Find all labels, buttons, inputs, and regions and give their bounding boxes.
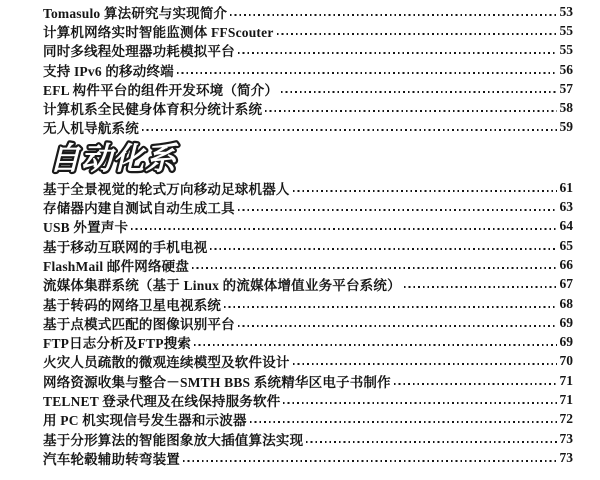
entry-page: 67 bbox=[559, 276, 573, 292]
entry-title: EFL 构件平台的组件开发环境（简介） bbox=[43, 82, 279, 98]
entry-title: 基于移动互联网的手机电视 bbox=[43, 239, 208, 255]
entry-title: 火灾人员疏散的微观连续模型及软件设计 bbox=[43, 355, 290, 371]
entry-title: 网络资源收集与整合－SMTH BBS 系统精华区电子书制作 bbox=[43, 374, 391, 390]
entry-page: 66 bbox=[559, 256, 573, 272]
dot-leader bbox=[224, 306, 557, 308]
toc-entry bbox=[43, 410, 573, 429]
section-header-automation bbox=[43, 137, 573, 178]
entry-title: 计算机系全民健身体育积分统计系统 bbox=[43, 102, 263, 118]
entry-title: 基于转码的网络卫星电视系统 bbox=[43, 297, 222, 313]
entry-title: FTP日志分析及FTP搜索 bbox=[43, 336, 192, 352]
entry-page: 57 bbox=[559, 80, 573, 96]
dot-leader bbox=[293, 190, 557, 192]
entry-title: 支持 IPv6 的移动终端 bbox=[43, 63, 174, 79]
dot-leader bbox=[306, 441, 557, 443]
entry-title: 基于分形算法的智能图象放大插值算法实现 bbox=[43, 432, 304, 448]
entry-page: 73 bbox=[559, 430, 573, 446]
dot-leader bbox=[281, 91, 557, 93]
toc-entry bbox=[43, 429, 573, 448]
entry-page: 64 bbox=[559, 218, 573, 234]
toc-entry bbox=[43, 2, 573, 21]
entry-title: 基于点模式匹配的图像识别平台 bbox=[43, 316, 235, 332]
toc-entry bbox=[43, 275, 573, 294]
dot-leader bbox=[277, 33, 557, 35]
toc-entry bbox=[43, 371, 573, 390]
dot-leader bbox=[238, 52, 557, 54]
toc-entry bbox=[43, 60, 573, 79]
toc-entry bbox=[43, 390, 573, 409]
entry-page: 70 bbox=[559, 353, 573, 369]
dot-leader bbox=[142, 129, 557, 131]
dot-leader bbox=[230, 14, 557, 16]
toc-entry bbox=[43, 294, 573, 313]
dot-leader bbox=[404, 286, 557, 288]
toc-entry bbox=[43, 217, 573, 236]
toc-entry bbox=[43, 448, 573, 467]
toc-entry bbox=[43, 98, 573, 117]
entry-title: USB 外置声卡 bbox=[43, 220, 129, 236]
section-header-text: 自动化系 bbox=[49, 141, 177, 177]
entry-page: 63 bbox=[559, 199, 573, 215]
toc-entry bbox=[43, 178, 573, 197]
entry-title: 流媒体集群系统（基于 Linux 的流媒体增值业务平台系统） bbox=[43, 278, 401, 294]
toc-entry bbox=[43, 118, 573, 137]
toc-entry bbox=[43, 21, 573, 40]
dot-leader bbox=[394, 383, 557, 385]
dot-leader bbox=[210, 248, 557, 250]
toc-section-computer bbox=[43, 2, 573, 137]
entry-title: 同时多线程处理器功耗模拟平台 bbox=[43, 44, 235, 60]
entry-page: 71 bbox=[559, 391, 573, 407]
dot-leader bbox=[177, 72, 557, 74]
entry-title: 汽车轮毂辅助转弯装置 bbox=[43, 451, 180, 467]
dot-leader bbox=[250, 421, 557, 423]
toc-entry bbox=[43, 313, 573, 332]
dot-leader bbox=[194, 344, 557, 346]
outlined-header-graphic bbox=[43, 137, 263, 178]
entry-title: 无人机导航系统 bbox=[43, 121, 139, 137]
entry-page: 69 bbox=[559, 334, 573, 350]
entry-page: 56 bbox=[559, 61, 573, 77]
dot-leader bbox=[183, 460, 557, 462]
dot-leader bbox=[131, 228, 557, 230]
entry-title: 基于全景视觉的轮式万向移动足球机器人 bbox=[43, 181, 290, 197]
toc-section-automation bbox=[43, 178, 573, 467]
entry-page: 61 bbox=[559, 179, 573, 195]
entry-page: 71 bbox=[559, 372, 573, 388]
toc-entry bbox=[43, 352, 573, 371]
dot-leader bbox=[238, 325, 557, 327]
dot-leader bbox=[265, 110, 557, 112]
entry-page: 58 bbox=[559, 100, 573, 116]
dot-leader bbox=[283, 402, 557, 404]
toc-entry bbox=[43, 255, 573, 274]
entry-title: Tomasulo 算法研究与实现简介 bbox=[43, 5, 228, 21]
toc-entry bbox=[43, 236, 573, 255]
entry-page: 69 bbox=[559, 314, 573, 330]
entry-title: 存储器内建自测试自动生成工具 bbox=[43, 201, 235, 217]
entry-page: 72 bbox=[559, 411, 573, 427]
entry-page: 55 bbox=[559, 42, 573, 58]
dot-leader bbox=[293, 363, 557, 365]
entry-title: FlashMail 邮件网络硬盘 bbox=[43, 258, 190, 274]
entry-page: 53 bbox=[559, 3, 573, 19]
entry-title: 计算机网络实时智能监测体 FFScouter bbox=[43, 24, 274, 40]
toc-entry bbox=[43, 197, 573, 216]
entry-page: 59 bbox=[559, 119, 573, 135]
entry-page: 68 bbox=[559, 295, 573, 311]
entry-title: TELNET 登录代理及在线保持服务软件 bbox=[43, 394, 281, 409]
entry-title: 用 PC 机实现信号发生器和示波器 bbox=[43, 413, 247, 429]
entry-page: 73 bbox=[559, 449, 573, 465]
entry-page: 65 bbox=[559, 237, 573, 253]
entry-page: 55 bbox=[559, 22, 573, 38]
toc-entry bbox=[43, 332, 573, 351]
toc-entry bbox=[43, 79, 573, 98]
toc-entry bbox=[43, 41, 573, 60]
dot-leader bbox=[192, 267, 557, 269]
dot-leader bbox=[238, 209, 557, 211]
